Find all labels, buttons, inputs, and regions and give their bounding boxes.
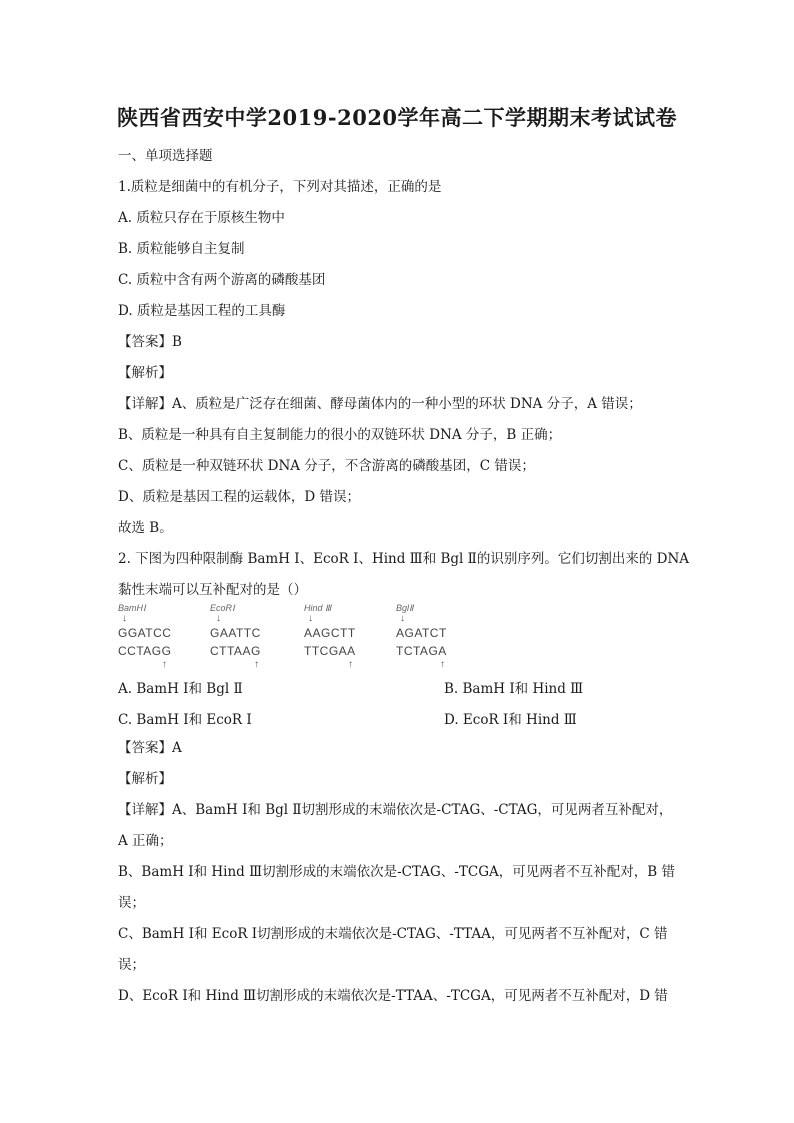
enzyme-top-strand: AAGCTT [304, 626, 356, 640]
cut-arrow-down-icon: ↓ [122, 613, 127, 624]
q2-stem-line2: 黏性末端可以互补配对的是（） [118, 582, 307, 598]
enzyme-bottom-strand: TTCGAA [304, 644, 356, 658]
q2-answer: 【答案】A [118, 740, 182, 756]
enzyme-bottom-strand: CTTAAG [210, 644, 261, 658]
q1-conclusion: 故选 B。 [118, 520, 173, 536]
q1-option-c: C. 质粒中含有两个游离的磷酸基团 [118, 272, 326, 288]
enzyme-bglii [396, 603, 466, 670]
document-title: 陕西省西安中学2019-2020学年高二下学期期末考试试卷 [116, 105, 678, 130]
q2-option-b: B. BamH Ⅰ和 Hind Ⅲ [444, 681, 584, 697]
enzyme-hindiii [304, 603, 374, 670]
q2-detail-line: 误； [118, 957, 145, 973]
q2-detail-line: C、BamH Ⅰ和 EcoR Ⅰ切割形成的末端依次是-CTAG、-TTAA，可见两者不互补配对，C 错 [118, 926, 668, 942]
enzyme-bottom-strand: TCTAGA [396, 644, 447, 658]
cut-arrow-down-icon: ↓ [308, 613, 313, 624]
restriction-enzyme-figure [118, 603, 458, 670]
q1-option-b: B. 质粒能够自主复制 [118, 241, 245, 257]
q2-option-a: A. BamH Ⅰ和 Bgl Ⅱ [118, 681, 243, 697]
cut-arrow-up-icon: ↑ [162, 659, 167, 670]
q2-stem-line1: 2. 下图为四种限制酶 BamH Ⅰ、EcoR Ⅰ、Hind Ⅲ和 Bgl Ⅱ的识别序列。它们切割出来的 DNA [118, 551, 690, 567]
q1-option-d: D. 质粒是基因工程的工具酶 [118, 303, 286, 319]
enzyme-name: BamHⅠ [118, 603, 146, 613]
q1-answer: 【答案】B [118, 334, 182, 350]
enzyme-top-strand: GGATCC [118, 626, 172, 640]
q2-detail-line: D、EcoR Ⅰ和 Hind Ⅲ切割形成的末端依次是-TTAA、-TCGA，可见两者不互补配对，D 错 [118, 988, 668, 1004]
enzyme-name: BglⅡ [396, 603, 414, 613]
q1-detail-line: D、质粒是基因工程的运载体，D 错误； [118, 489, 360, 505]
enzyme-bottom-strand: CCTAGG [118, 644, 172, 658]
q2-detail-line: 误； [118, 895, 145, 911]
q1-detail-line: B、质粒是一种具有自主复制能力的很小的双链环状 DNA 分子，B 正确； [118, 427, 562, 443]
q2-detail-line: B、BamH Ⅰ和 Hind Ⅲ切割形成的末端依次是-CTAG、-TCGA，可见两者不互补配对，B 错 [118, 864, 675, 880]
enzyme-bamhi [118, 603, 188, 670]
q2-detail-line: A 正确； [118, 833, 173, 849]
q1-analysis-label: 【解析】 [118, 365, 172, 381]
cut-arrow-down-icon: ↓ [216, 613, 221, 624]
q1-detail-line: C、质粒是一种双链环状 DNA 分子，不含游离的磷酸基团，C 错误； [118, 458, 535, 474]
q2-option-c: C. BamH Ⅰ和 EcoR Ⅰ [118, 712, 252, 728]
section-heading: 一、单项选择题 [118, 148, 213, 164]
cut-arrow-up-icon: ↑ [254, 659, 259, 670]
enzyme-top-strand: AGATCT [396, 626, 447, 640]
cut-arrow-up-icon: ↑ [348, 659, 353, 670]
enzyme-ecori [210, 603, 280, 670]
enzyme-top-strand: GAATTC [210, 626, 261, 640]
enzyme-name: Hind Ⅲ [304, 603, 332, 613]
q2-option-d: D. EcoR Ⅰ和 Hind Ⅲ [444, 712, 577, 728]
q2-analysis-label: 【解析】 [118, 771, 172, 787]
q2-detail-line: 【详解】A、BamH Ⅰ和 Bgl Ⅱ切割形成的末端依次是-CTAG、-CTAG，可见两者互补配对， [118, 802, 673, 818]
cut-arrow-down-icon: ↓ [400, 613, 405, 624]
enzyme-name: EcoRⅠ [210, 603, 235, 613]
q1-stem: 1.质粒是细菌中的有机分子，下列对其描述，正确的是 [118, 179, 442, 195]
q1-detail-line: 【详解】A、质粒是广泛存在细菌、酵母菌体内的一种小型的环状 DNA 分子，A 错误； [118, 396, 642, 412]
q1-option-a: A. 质粒只存在于原核生物中 [118, 210, 285, 226]
cut-arrow-up-icon: ↑ [440, 659, 445, 670]
